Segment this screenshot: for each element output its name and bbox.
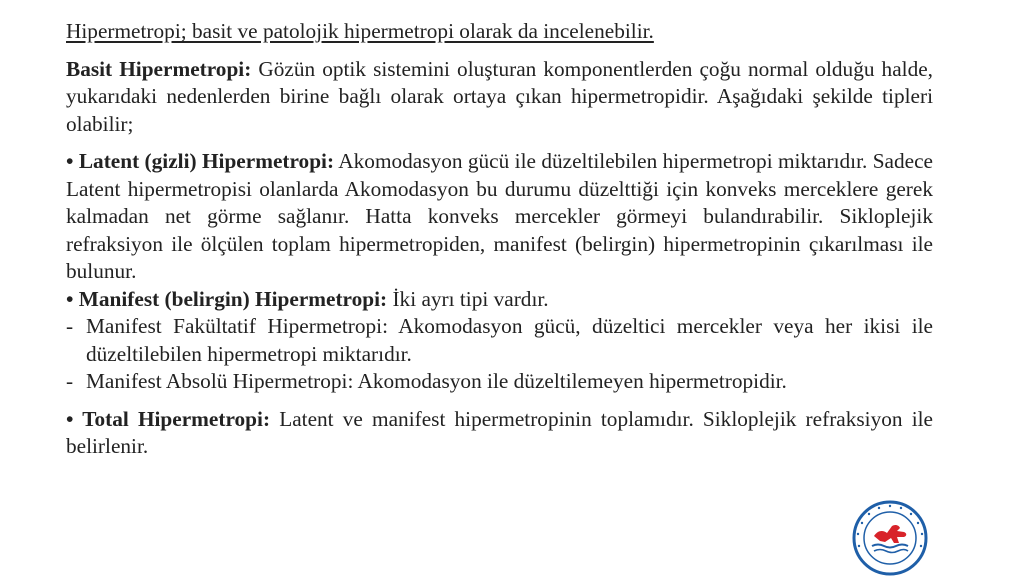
latent-hyperopia-paragraph <box>66 148 933 286</box>
manifest-hyperopia-text: İki ayrı tipi vardır. <box>387 286 549 311</box>
basic-hyperopia-text: Gözün optik sistemini oluşturan komponentlerden çoğu normal olduğu halde, yukarıdaki nedenlerden birine bağlı olarak ortaya çıkan hipermetropidir. Aşağıdaki şekilde tipleri olabilir; <box>66 56 933 136</box>
university-seal-icon <box>852 500 928 576</box>
slide-content <box>66 18 933 461</box>
total-hyperopia-text: Latent ve manifest hipermetropinin toplamıdır. Sikloplejik refraksiyon ile belirlenir. <box>66 406 933 458</box>
manifest-type-item <box>66 368 933 396</box>
manifest-hyperopia-heading: • Manifest (belirgin) Hipermetropi: <box>66 286 388 311</box>
slide-title: Hipermetropi; basit ve patolojik hipermetropi olarak da incelenebilir. <box>66 19 654 43</box>
manifest-facultative-text: Manifest Fakültatif Hipermetropi: Akomodasyon gücü, düzeltici mercekler veya her ikisi ile düzeltilebilen hipermetropi miktarıdır. <box>86 314 933 366</box>
latent-hyperopia-text: Akomodasyon gücü ile düzeltilebilen hipermetropi miktarıdır. Sadece Latent hipermetropisi olanlarda Akomodasyon bu durumu düzelttiği için konveks merceklere gerek kalmadan net görme sağlanır. Hatta konveks mercekler görmeyi bulandırabilir. Sikloplejik refraksiyon ile ölçülen toplam hipermetropiden, manifest (belirgin) hipermetropinin çıkarılması ile bulunur. <box>66 149 933 283</box>
manifest-type-item <box>66 313 933 368</box>
total-hyperopia-paragraph <box>66 406 933 461</box>
total-hyperopia-heading: • Total Hipermetropi: <box>66 406 271 431</box>
dash-marker: - <box>66 369 74 393</box>
basic-hyperopia-heading: Basit Hipermetropi: <box>66 56 252 81</box>
basic-hyperopia-paragraph <box>66 56 933 139</box>
dash-marker: - <box>66 314 74 338</box>
manifest-absolute-text: Manifest Absolü Hipermetropi: Akomodasyon ile düzeltilemeyen hipermetropidir. <box>86 369 787 393</box>
latent-hyperopia-heading: • Latent (gizli) Hipermetropi: <box>66 149 335 173</box>
manifest-hyperopia-paragraph <box>66 286 933 314</box>
